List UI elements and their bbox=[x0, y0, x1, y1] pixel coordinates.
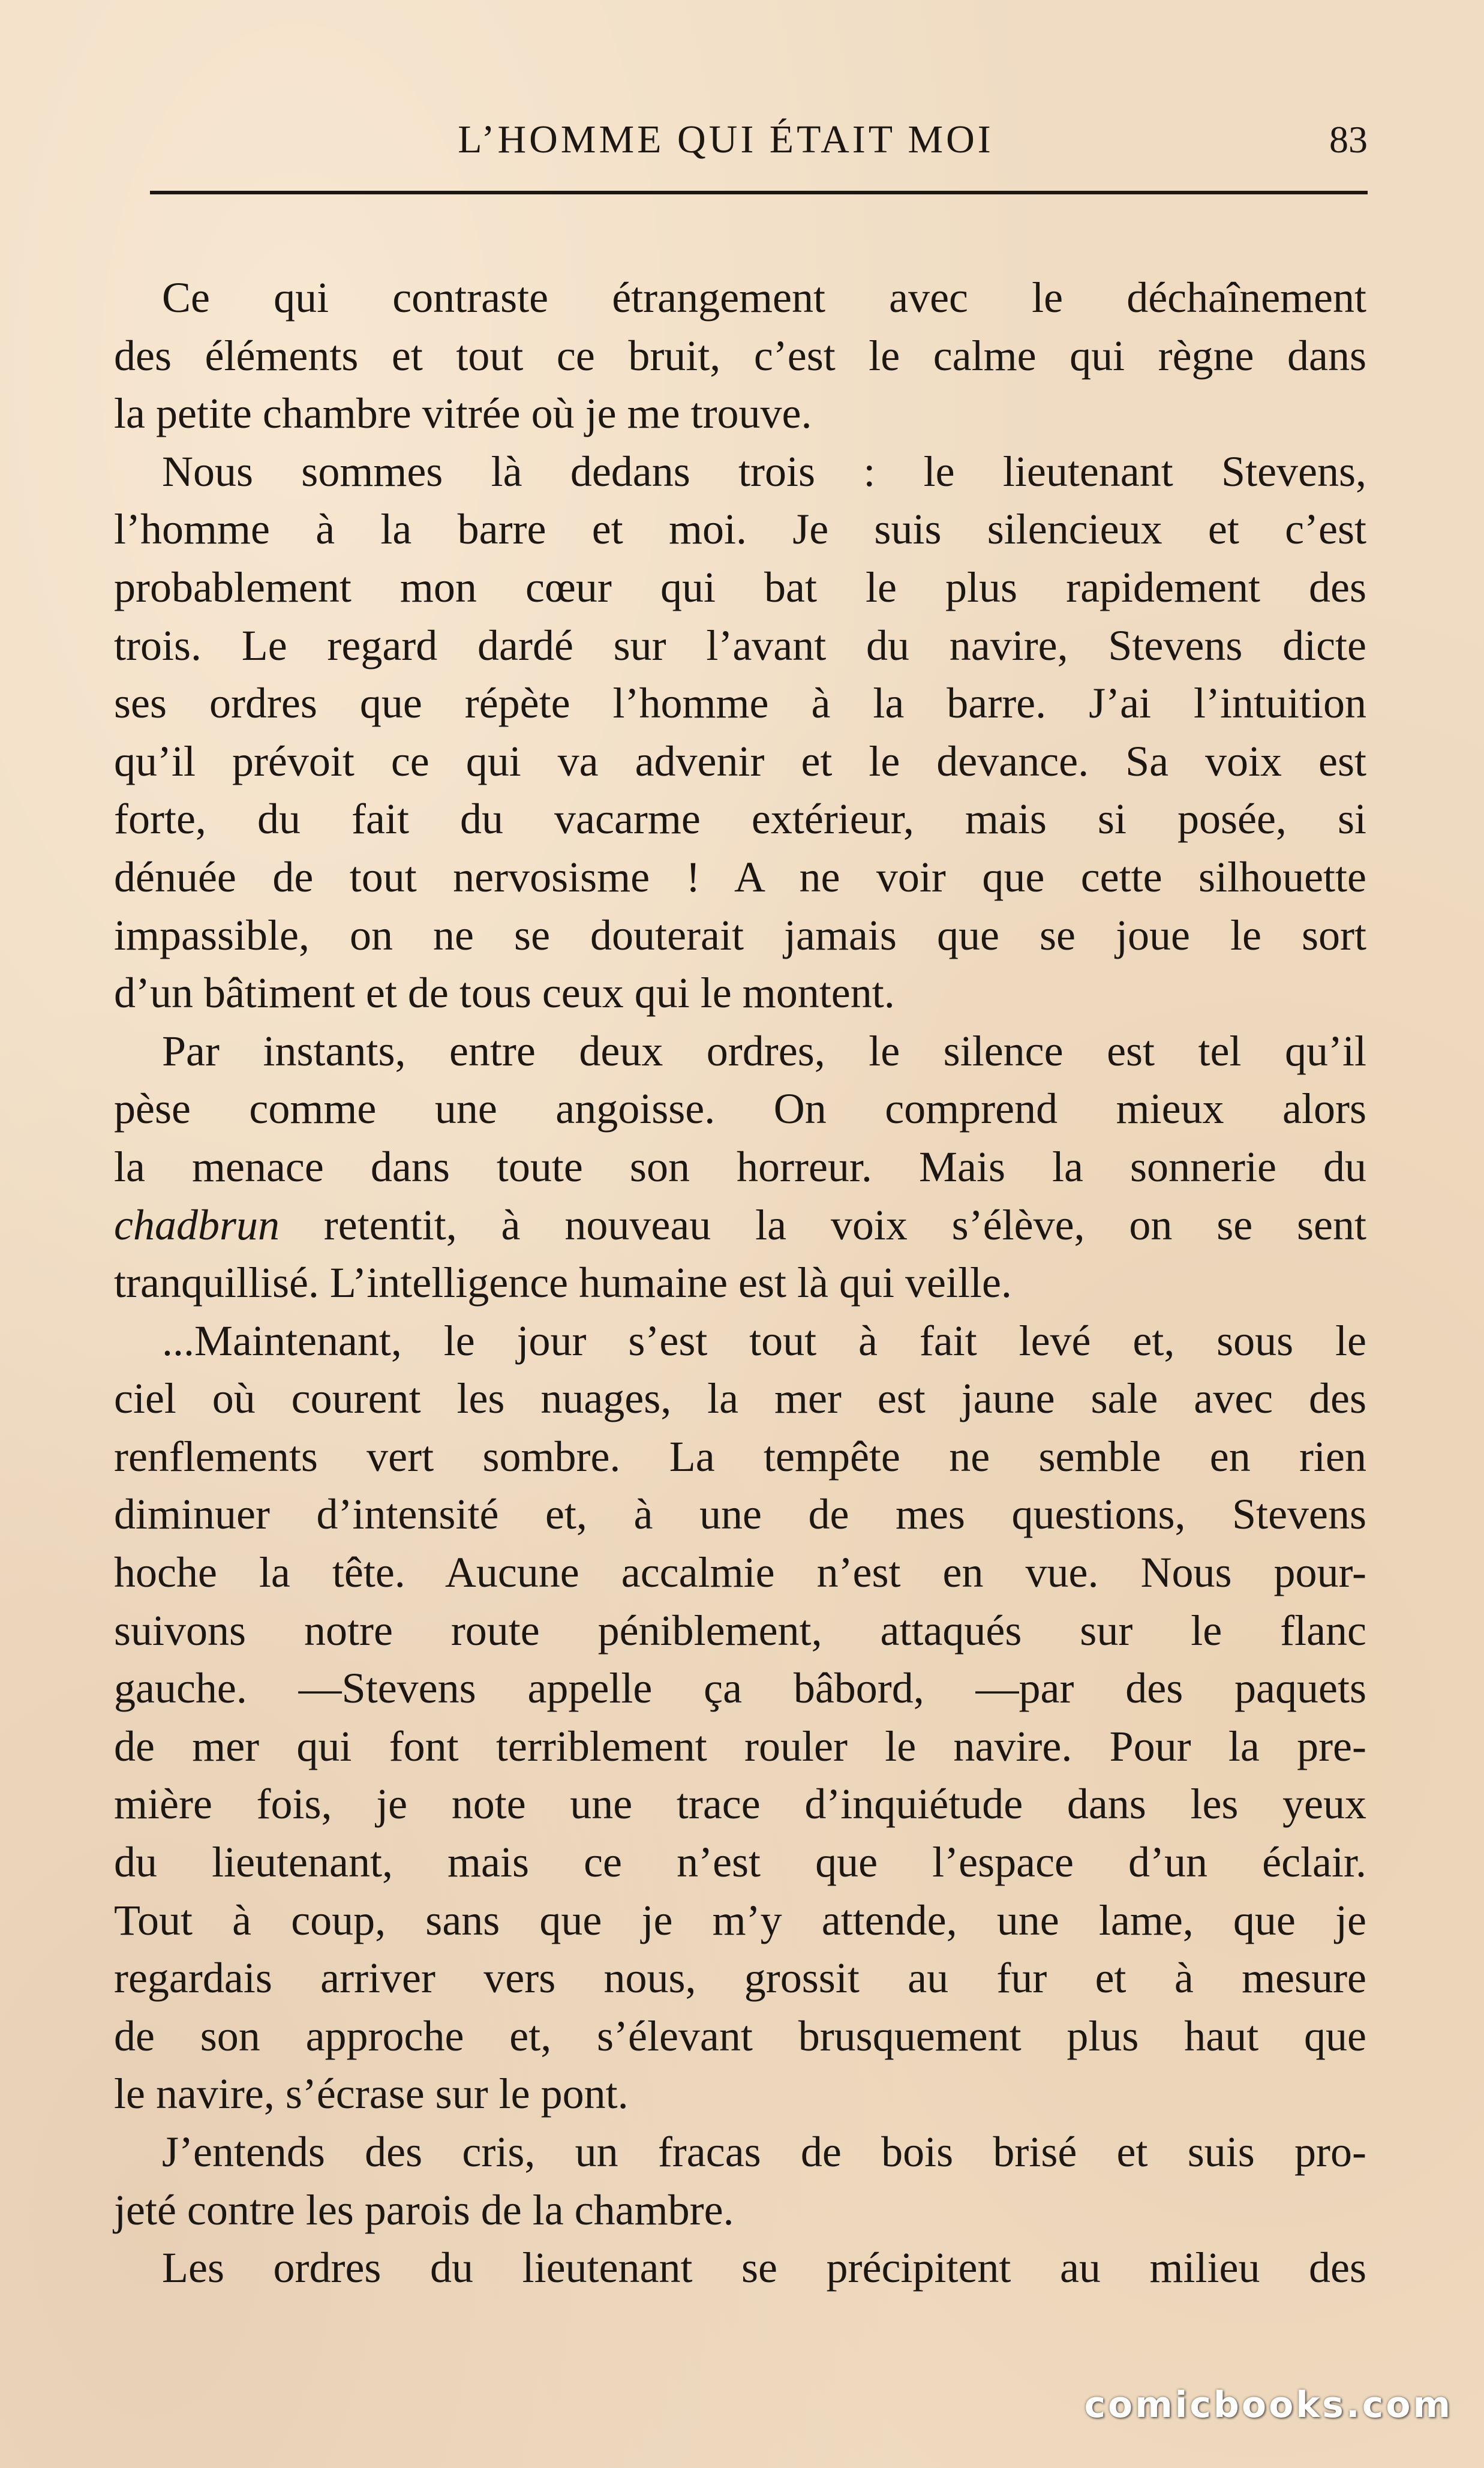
text-line: probablement mon cœur qui bat le plus rapidement des bbox=[114, 563, 1366, 611]
text-line: hoche la tête. Aucune accalmie n’est en vue. Nous pour- bbox=[114, 1548, 1366, 1597]
text-line: forte, du fait du vacarme extérieur, mais si posée, si bbox=[114, 795, 1366, 843]
header-rule bbox=[150, 191, 1368, 194]
text-line: trois. Le regard dardé sur l’avant du navire, Stevens dicte bbox=[114, 621, 1366, 669]
text-line: mière fois, je note une trace d’inquiétude dans les yeux bbox=[114, 1780, 1366, 1829]
text-line: ciel où courent les nuages, la mer est jaune sale avec des bbox=[114, 1374, 1366, 1423]
text-line: de son approche et, s’élevant brusquement plus haut que bbox=[114, 2011, 1366, 2060]
text-line: gauche. —Stevens appelle ça bâbord, —par des paquets bbox=[114, 1664, 1366, 1713]
text-line: pèse comme une angoisse. On comprend mieux alors bbox=[114, 1085, 1366, 1133]
text-line: regardais arriver vers nous, grossit au fur et à mesure bbox=[114, 1954, 1366, 2002]
text-line: Tout à coup, sans que je m’y attende, une lame, que je bbox=[114, 1896, 1366, 1944]
text-line: suivons notre route péniblement, attaqués sur le flanc bbox=[114, 1606, 1366, 1655]
text-line: le navire, s’écrase sur le pont. bbox=[114, 2070, 629, 2118]
body-text bbox=[114, 269, 1366, 2297]
text-line: d’un bâtiment et de tous ceux qui le montent. bbox=[114, 969, 895, 1017]
text-line: tranquillisé. L’intelligence humaine est là qui veille. bbox=[114, 1259, 1012, 1307]
text-line: qu’il prévoit ce qui va advenir et le devance. Sa voix est bbox=[114, 737, 1366, 785]
running-head bbox=[150, 113, 1368, 167]
text-line: J’entends des cris, un fracas de bois brisé et suis pro- bbox=[162, 2128, 1366, 2176]
text-line: du lieutenant, mais ce n’est que l’espace d’un éclair. bbox=[114, 1838, 1366, 1887]
text-line: de mer qui font terriblement rouler le navire. Pour la pre- bbox=[114, 1722, 1366, 1770]
text-line: impassible, on ne se douterait jamais que se joue le sort bbox=[114, 911, 1366, 959]
text-line: Les ordres du lieutenant se précipitent au milieu des bbox=[162, 2244, 1366, 2292]
text-line: chadbrun retentit, à nouveau la voix s’élève, on se sent bbox=[114, 1200, 1366, 1249]
text-line: l’homme à la barre et moi. Je suis silencieux et c’est bbox=[114, 505, 1366, 554]
text-line: diminuer d’intensité et, à une de mes questions, Stevens bbox=[114, 1490, 1366, 1539]
watermark: comicbooks.com bbox=[1084, 2384, 1453, 2426]
text-line: dénuée de tout nervosisme ! A ne voir que cette silhouette bbox=[114, 852, 1366, 901]
text-line: Par instants, entre deux ordres, le silence est tel qu’il bbox=[162, 1026, 1366, 1075]
text-line: renflements vert sombre. La tempête ne semble en rien bbox=[114, 1432, 1366, 1481]
page-number: 83 bbox=[1329, 118, 1368, 161]
text-line: Nous sommes là dedans trois : le lieutenant Stevens, bbox=[162, 447, 1366, 496]
running-title: L’HOMME QUI ÉTAIT MOI bbox=[458, 118, 994, 161]
text-line: la menace dans toute son horreur. Mais la sonnerie du bbox=[114, 1142, 1366, 1191]
text-line: la petite chambre vitrée où je me trouve. bbox=[114, 389, 812, 438]
text-line: Ce qui contraste étrangement avec le déchaînement bbox=[162, 274, 1366, 322]
text-line: jeté contre les parois de la chambre. bbox=[114, 2185, 734, 2234]
italic-term: chadbrun bbox=[114, 1200, 280, 1249]
text-line: ...Maintenant, le jour s’est tout à fait levé et, sous le bbox=[162, 1316, 1366, 1365]
text-line: ses ordres que répète l’homme à la barre. J’ai l’intuition bbox=[114, 679, 1366, 728]
text-line: des éléments et tout ce bruit, c’est le calme qui règne dans bbox=[114, 331, 1366, 380]
